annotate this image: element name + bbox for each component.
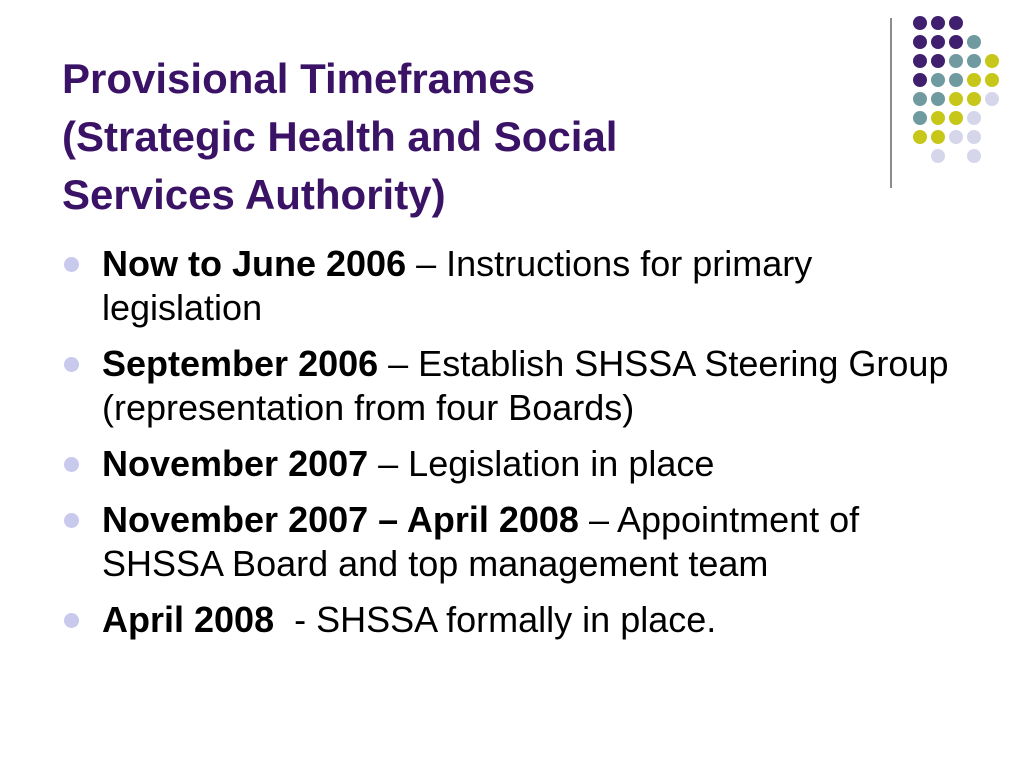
- decor-dot: [913, 92, 927, 106]
- list-item: [62, 242, 982, 330]
- title-line-2: (Strategic Health and Social: [62, 113, 618, 160]
- decor-dot: [949, 92, 963, 106]
- decor-dot: [967, 35, 981, 49]
- decor-dot: [931, 35, 945, 49]
- decorative-dot-grid: [0, 0, 1024, 200]
- decor-dot: [931, 92, 945, 106]
- decor-dot: [967, 130, 981, 144]
- bullet-text: – Instructions for primary legislation: [102, 243, 813, 328]
- decor-dot: [967, 92, 981, 106]
- bullet-date: April 2008: [102, 599, 275, 640]
- decor-dot: [949, 54, 963, 68]
- title-line-1: Provisional Timeframes: [62, 55, 536, 102]
- decor-dot: [913, 35, 927, 49]
- list-item: [62, 498, 982, 586]
- bullet-icon: [64, 513, 79, 528]
- decor-dot: [985, 54, 999, 68]
- decor-dot: [985, 73, 999, 87]
- decor-dot: [913, 73, 927, 87]
- decor-dot: [967, 73, 981, 87]
- bullet-text: – Appointment of SHSSA Board and top management team: [102, 499, 860, 584]
- bullet-icon: [64, 457, 79, 472]
- decor-dot: [913, 130, 927, 144]
- decor-dot: [913, 54, 927, 68]
- title-line-3: Services Authority): [62, 171, 446, 218]
- decor-dot: [985, 92, 999, 106]
- decor-dot: [949, 130, 963, 144]
- decor-dot: [967, 54, 981, 68]
- list-item: [62, 442, 982, 486]
- bullet-date: November 2007: [102, 443, 369, 484]
- bullet-date: Now to June 2006: [102, 243, 407, 284]
- bullet-text: - SHSSA formally in place.: [274, 599, 717, 640]
- bullet-icon: [64, 357, 79, 372]
- decor-dot: [949, 73, 963, 87]
- decor-dot: [913, 16, 927, 30]
- decor-dot: [967, 111, 981, 125]
- decor-dot: [931, 54, 945, 68]
- decor-dot: [931, 111, 945, 125]
- decor-dot: [931, 73, 945, 87]
- list-item: [62, 342, 982, 430]
- bullet-text: – Establish SHSSA Steering Group (representation from four Boards): [102, 343, 949, 428]
- list-item: [62, 598, 982, 642]
- bullet-date: November 2007 – April 2008: [102, 499, 579, 540]
- bullet-icon: [64, 257, 79, 272]
- timeline-bullet-list: [62, 242, 982, 654]
- decor-dot: [949, 111, 963, 125]
- decor-dot: [949, 16, 963, 30]
- decor-dot: [967, 149, 981, 163]
- decor-dot: [949, 35, 963, 49]
- bullet-text: – Legislation in place: [368, 443, 715, 484]
- decor-dot: [931, 149, 945, 163]
- bullet-date: September 2006: [102, 343, 379, 384]
- bullet-icon: [64, 613, 79, 628]
- decor-dot: [913, 111, 927, 125]
- decor-dot: [931, 130, 945, 144]
- decor-dot: [931, 16, 945, 30]
